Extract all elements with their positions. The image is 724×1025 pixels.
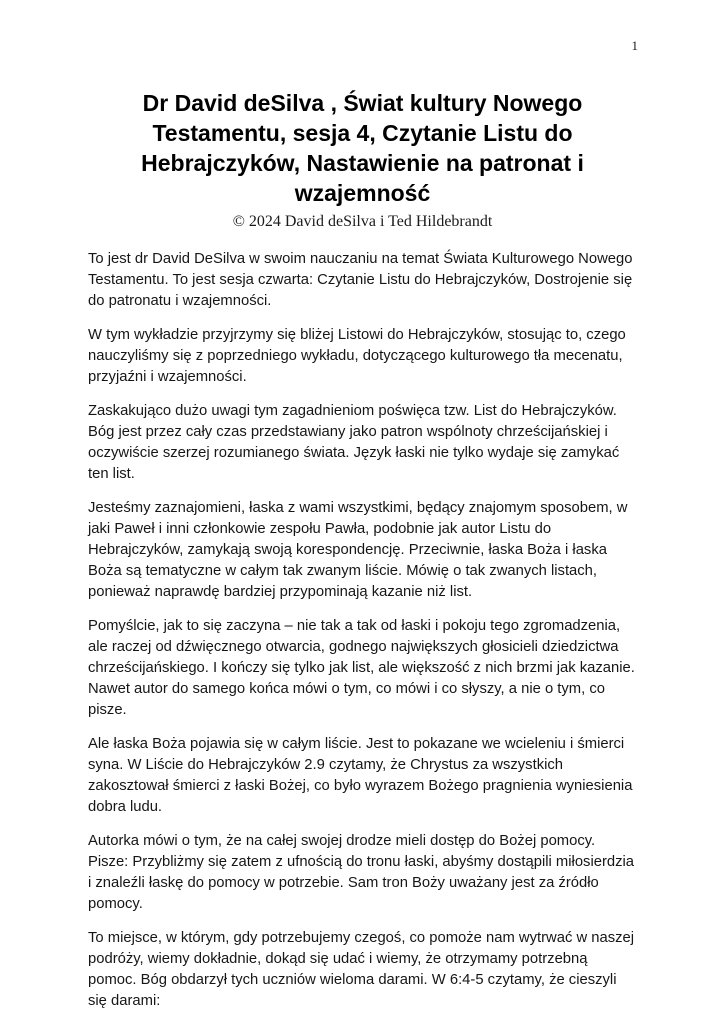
- paragraph: W tym wykładzie przyjrzymy się bliżej Listowi do Hebrajczyków, stosując to, czego nauczyliśmy się z poprzedniego wykładu, dotyczącego kulturowego tła mecenatu, przyjaźni i wzajemności.: [88, 327, 626, 385]
- document-title-line: Dr David deSilva , Świat kultury Nowego: [142, 90, 583, 116]
- paragraph: Jesteśmy zaznajomieni, łaska z wami wszystkimi, będący znajomym sposobem, w jaki Paweł i inni członkowie zespołu Pawła, podobnie jak autor Listu do Hebrajczyków, zamykają swoją korespondencję. Przeciwnie, łaska Boża i łaska Boża są tematyczne w całym tak zwanym liście. Mówię o tak zwanych listach, ponieważ naprawdę bardziej przypominają kazanie niż list.: [88, 500, 628, 600]
- document-body: [88, 249, 637, 1012]
- paragraph: To jest dr David DeSilva w swoim nauczaniu na temat Świata Kulturowego Nowego Testamentu. To jest sesja czwarta: Czytanie Listu do Hebrajczyków, Dostrojenie się do patronatu i wzajemności.: [88, 251, 633, 309]
- document-title: [88, 88, 637, 208]
- document-title-line: Hebrajczyków, Nastawienie na patronat i: [141, 150, 584, 176]
- document-title-line: wzajemność: [294, 180, 431, 206]
- document-content: [88, 88, 637, 1025]
- page-number: 1: [631, 38, 638, 53]
- paragraph: Ale łaska Boża pojawia się w całym liście. Jest to pokazane we wcieleniu i śmierci syna. W Liście do Hebrajczyków 2.9 czytamy, że Chrystus za wszystkich zakosztował śmierci z łaski Bożej, co było wyrazem Bożego pragnienia wyniesienia dobra ludu.: [88, 736, 633, 815]
- paragraph: Autorka mówi o tym, że na całej swojej drodze mieli dostęp do Bożej pomocy. Pisze: Przybliżmy się zatem z ufnością do tronu łaski, abyśmy dostąpili miłosierdzia i znaleźli łaskę do pomocy w potrzebie. Sam tron Boży uważany jest za źródło pomocy.: [88, 833, 635, 912]
- document-title-line: Testamentu, sesja 4, Czytanie Listu do: [152, 120, 573, 146]
- copyright-line: © 2024 David deSilva i Ted Hildebrandt: [232, 213, 493, 230]
- paragraph: Zaskakująco dużo uwagi tym zagadnieniom poświęca tzw. List do Hebrajczyków. Bóg jest przez cały czas przedstawiany jako patron wspólnoty chrześcijańskiej i oczywiście szerzej rozumianego świata. Język łaski nie tylko wydaje się zamykać ten list.: [88, 403, 620, 482]
- paragraph: To miejsce, w którym, gdy potrzebujemy czegoś, co pomoże nam wytrwać w naszej podróży, wiemy dokładnie, dokąd się udać i wiemy, że otrzymamy potrzebną pomoc. Bóg obdarzył tych uczniów wieloma darami. W 6:4-5 czytamy, że cieszyli się darami:: [88, 930, 635, 1009]
- paragraph: Pomyślcie, jak to się zaczyna – nie tak a tak od łaski i pokoju tego zgromadzenia, ale raczej od dźwięcznego otwarcia, godnego największych głosicieli dziedzictwa chrześcijańskiego. I kończy się tylko jak list, ale większość z nich brzmi jak kazanie. Nawet autor do samego końca mówi o tym, co mówi i co słyszy, a nie o tym, co pisze.: [88, 618, 635, 718]
